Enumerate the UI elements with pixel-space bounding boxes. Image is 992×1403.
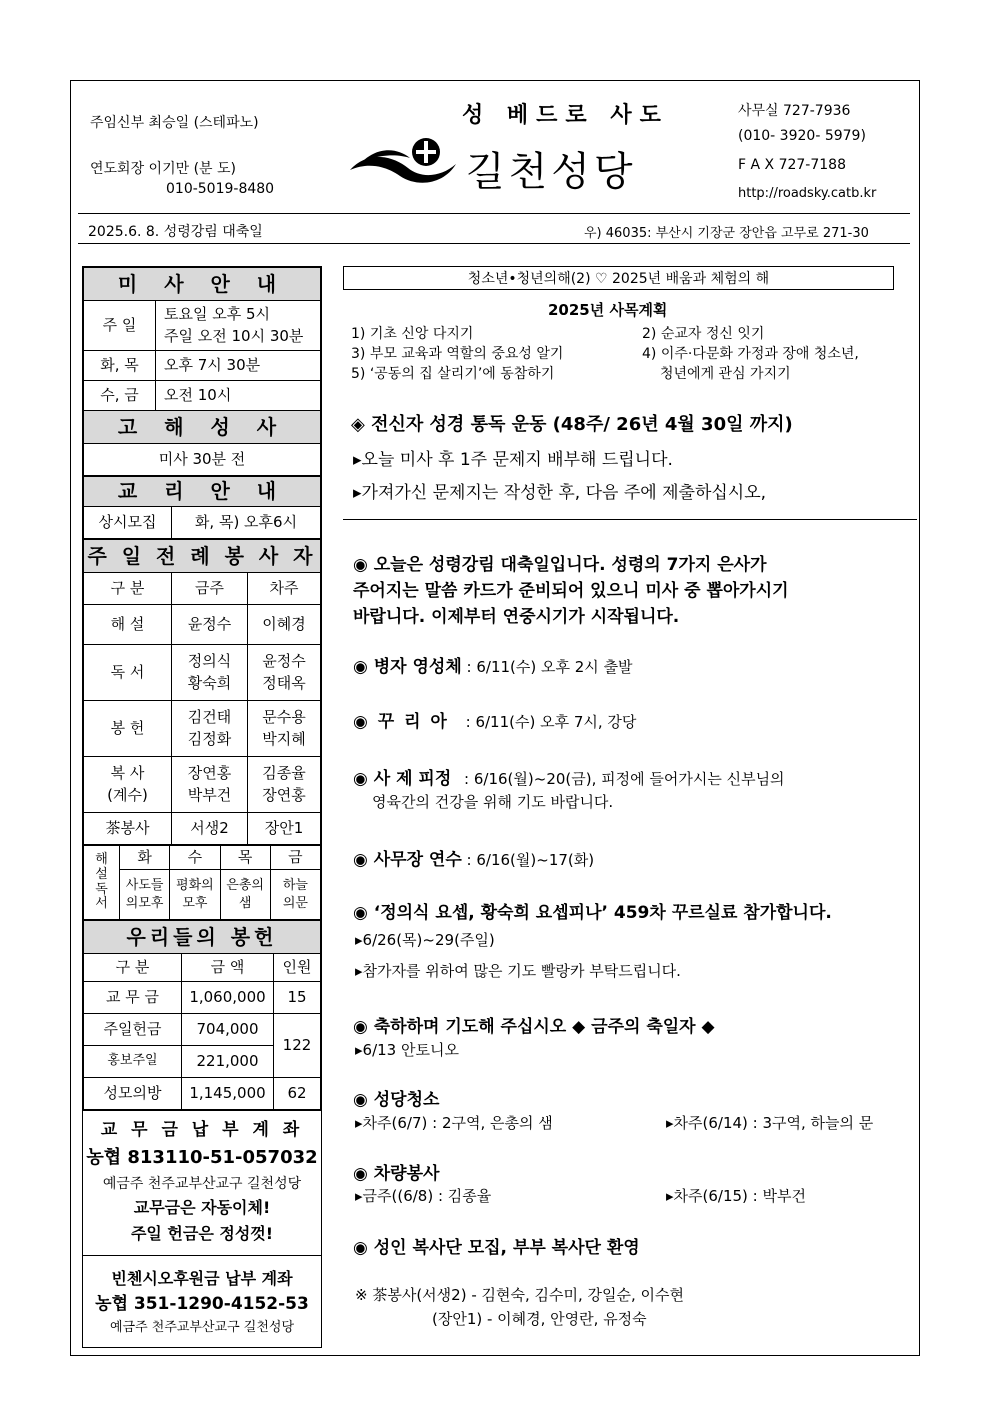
divider bbox=[78, 213, 910, 214]
server-this-week: 정의식 황숙희 bbox=[172, 645, 248, 701]
servers-title: 주 일 전 례 봉 사 자 bbox=[84, 540, 321, 573]
office-phone: 사무실 727-7936 bbox=[738, 103, 851, 119]
cursillo-line: ▸참가자를 위하여 많은 기도 빨랑카 부탁드립니다. bbox=[355, 962, 681, 980]
council-phone: 010-5019-8480 bbox=[166, 181, 275, 197]
offering-title: 우리들의 봉헌 bbox=[84, 921, 321, 954]
vincent-holder: 예금주 천주교부산교구 길천성당 bbox=[109, 1320, 295, 1336]
server-next-week: 윤정수 정태옥 bbox=[248, 645, 321, 701]
offering-amount: 1,060,000 bbox=[182, 982, 274, 1014]
server-this-week: 김건태 김정화 bbox=[172, 701, 248, 757]
server-role: 봉 헌 bbox=[84, 701, 172, 757]
car-service-line: ▸금주((6/8) : 김종율 bbox=[355, 1187, 492, 1205]
account-title: 교 무 금 납 부 계 좌 bbox=[100, 1120, 304, 1140]
bible-line: ▸오늘 미사 후 1주 문제지 배부해 드립니다. bbox=[353, 450, 673, 470]
tea-service-line: (장안1) - 이혜경, 안영란, 유정숙 bbox=[432, 1310, 647, 1328]
cleaning-title: ◉ 성당청소 bbox=[353, 1090, 440, 1110]
sick-text: : 6/11(수) 오후 2시 출발 bbox=[461, 658, 633, 676]
cleaning-line: ▸차주(6/14) : 3구역, 하늘의 문 bbox=[666, 1114, 874, 1132]
plan-item: 4) 이주·다문화 가정과 장애 청소년, bbox=[642, 346, 859, 362]
mobile-phone: (010- 3920- 5979) bbox=[738, 128, 866, 144]
reading-table bbox=[83, 845, 321, 920]
offering-label: 홍보주일 bbox=[84, 1046, 182, 1078]
server-this-week: 윤정수 bbox=[172, 605, 248, 645]
plan-item: 1) 기초 신앙 다지기 bbox=[351, 326, 474, 342]
offering-amount: 1,145,000 bbox=[182, 1078, 274, 1110]
plan-title: 2025년 사목계획 bbox=[548, 301, 668, 319]
pastor: 주임신부 최승일 (스테파노) bbox=[90, 115, 259, 131]
catechism-label: 상시모집 bbox=[84, 507, 172, 539]
reading-group: 평화의 모후 bbox=[170, 870, 220, 920]
server-role: 독 서 bbox=[84, 645, 172, 701]
cursillo-line: ▸6/26(목)~29(주일) bbox=[355, 931, 495, 949]
server-next-week: 이혜경 bbox=[248, 605, 321, 645]
offering-count: 122 bbox=[274, 1014, 321, 1078]
offering-amount: 704,000 bbox=[182, 1014, 274, 1046]
account-note: 주일 헌금은 정성껏! bbox=[130, 1223, 274, 1243]
retreat-text-2: 영육간의 건강을 위해 기도 바랍니다. bbox=[372, 793, 614, 811]
servers-header: 구 분 bbox=[84, 573, 172, 605]
website-link[interactable]: http://roadsky.catb.kr bbox=[738, 186, 877, 201]
pentecost-line: 주어지는 말씀 카드가 준비되어 있으니 미사 중 뽑아가시기 bbox=[353, 581, 789, 601]
bible-line: ▸가져가신 문제지는 작성한 후, 다음 주에 제출하십시오, bbox=[353, 483, 767, 503]
cursillo-title: ◉ ‘정의식 요셉, 황숙희 요셉피나’ 459차 꾸르실료 참가합니다. bbox=[353, 903, 832, 923]
server-this-week: 서생2 bbox=[172, 813, 248, 845]
offering-amount: 221,000 bbox=[182, 1046, 274, 1078]
server-role: 茶봉사 bbox=[84, 813, 172, 845]
cleaning-line: ▸차주(6/7) : 2구역, 은총의 샘 bbox=[355, 1114, 553, 1132]
plan-item: 2) 순교자 정신 잇기 bbox=[642, 326, 765, 342]
confession-time: 미사 30분 전 bbox=[84, 444, 321, 476]
reading-label: 해설독서 bbox=[84, 846, 120, 920]
feast-line: ▸6/13 안토니오 bbox=[355, 1041, 459, 1059]
tea-service-line: ※ 茶봉사(서생2) - 김현숙, 김수미, 강일순, 이수현 bbox=[355, 1286, 684, 1304]
reading-day: 화 bbox=[120, 846, 170, 870]
secretary-training bbox=[353, 845, 594, 870]
offering-label: 교 무 금 bbox=[84, 982, 182, 1014]
server-next-week: 장안1 bbox=[248, 813, 321, 845]
catechism-title: 교 리 안 내 bbox=[84, 477, 321, 507]
offering-header: 금 액 bbox=[182, 954, 274, 982]
training-title: ◉ 사무장 연수 bbox=[353, 850, 462, 870]
reading-group: 하늘 의문 bbox=[270, 870, 320, 920]
catechism-table bbox=[83, 476, 321, 539]
bulletin-date: 2025.6. 8. 성령강림 대축일 bbox=[88, 224, 263, 240]
altar-server-title: ◉ 성인 복사단 모집, 부부 복사단 환영 bbox=[353, 1238, 640, 1258]
offering-count: 62 bbox=[274, 1078, 321, 1110]
vincent-number: 농협 351-1290-4152-53 bbox=[95, 1294, 309, 1315]
parish-subtitle: 성 베드로 사도 bbox=[462, 103, 669, 128]
servers-header: 금주 bbox=[172, 573, 248, 605]
retreat-title: ◉ 사 제 피정 bbox=[353, 769, 452, 789]
account-box bbox=[83, 1110, 321, 1255]
mass-time: 오후 7시 30분 bbox=[156, 351, 321, 381]
server-role: 복 사 (계수) bbox=[84, 757, 172, 813]
mass-day: 주 일 bbox=[84, 301, 156, 351]
mass-time: 오전 10시 bbox=[156, 381, 321, 411]
mass-day: 화, 목 bbox=[84, 351, 156, 381]
council-head: 연도회장 이기만 (분 도) bbox=[90, 161, 236, 177]
parish-logo-icon bbox=[348, 132, 460, 192]
mass-table bbox=[83, 267, 321, 476]
reading-day: 금 bbox=[270, 846, 320, 870]
feast-title: ◉ 축하하며 기도해 주십시오 ◆ 금주의 축일자 ◆ bbox=[353, 1017, 715, 1037]
year-banner: 청소년•청년의해(2) ♡ 2025년 배움과 체험의 해 bbox=[343, 266, 894, 290]
sick-communion bbox=[353, 652, 633, 677]
curia bbox=[353, 707, 636, 732]
curia-title: ◉ 꾸 리 아 bbox=[353, 712, 449, 732]
address: 우) 46035: 부산시 기장군 장안읍 고무로 271-30 bbox=[584, 226, 869, 241]
mass-day: 수, 금 bbox=[84, 381, 156, 411]
account-holder: 예금주 천주교부산교구 길천성당 bbox=[102, 1175, 302, 1192]
server-next-week: 문수용 박지혜 bbox=[248, 701, 321, 757]
sick-title: ◉ 병자 영성체 bbox=[353, 657, 462, 677]
reading-day: 목 bbox=[220, 846, 270, 870]
curia-text: : 6/11(수) 오후 7시, 강당 bbox=[460, 713, 637, 731]
vincent-title: 빈첸시오후원금 납부 계좌 bbox=[111, 1268, 293, 1288]
pentecost-line: ◉ 오늘은 성령강림 대축일입니다. 성령의 7가지 은사가 bbox=[353, 555, 767, 575]
servers-table bbox=[83, 539, 321, 845]
plan-item: 5) ‘공동의 집 살리기’에 동참하기 bbox=[351, 366, 555, 382]
mass-time: 주일 오전 10시 30분 bbox=[164, 326, 304, 345]
priest-retreat bbox=[353, 764, 785, 789]
server-this-week: 장연홍 박부건 bbox=[172, 757, 248, 813]
account-note: 교무금은 자동이체! bbox=[133, 1198, 271, 1218]
pentecost-line: 바랍니다. 이제부터 연중시기가 시작됩니다. bbox=[353, 607, 680, 627]
retreat-text: : 6/16(월)~20(금), 피정에 들어가시는 신부님의 bbox=[459, 770, 785, 788]
mass-title: 미 사 안 내 bbox=[84, 268, 321, 301]
divider bbox=[343, 519, 917, 520]
parish-name: 길천성당 bbox=[466, 149, 637, 195]
reading-group: 사도들 의모후 bbox=[120, 870, 170, 920]
plan-item: 3) 부모 교육과 역할의 중요성 알기 bbox=[351, 346, 564, 362]
offering-header: 구 분 bbox=[84, 954, 182, 982]
server-next-week: 김종율 장연홍 bbox=[248, 757, 321, 813]
confession-title: 고 해 성 사 bbox=[84, 411, 321, 444]
plan-item: 청년에게 관심 가지기 bbox=[660, 366, 791, 382]
offering-label: 주일헌금 bbox=[84, 1014, 182, 1046]
server-role: 해 설 bbox=[84, 605, 172, 645]
divider bbox=[78, 243, 910, 244]
offering-label: 성모의방 bbox=[84, 1078, 182, 1110]
fax: F A X 727-7188 bbox=[738, 157, 846, 173]
car-service-title: ◉ 차량봉사 bbox=[353, 1164, 440, 1184]
servers-header: 차주 bbox=[248, 573, 321, 605]
catechism-value: 화, 목) 오후6시 bbox=[172, 507, 321, 539]
car-service-line: ▸차주(6/15) : 박부건 bbox=[666, 1187, 806, 1205]
mass-time: 토요일 오후 5시 bbox=[164, 304, 271, 323]
offering-header: 인원 bbox=[274, 954, 321, 982]
offering-count: 15 bbox=[274, 982, 321, 1014]
bible-title: ◈ 전신자 성경 통독 운동 (48주/ 26년 4월 30일 까지) bbox=[351, 414, 793, 435]
account-number: 농협 813110-51-057032 bbox=[86, 1147, 318, 1169]
reading-day: 수 bbox=[170, 846, 220, 870]
reading-group: 은총의 샘 bbox=[220, 870, 270, 920]
left-info-panel bbox=[82, 266, 322, 1348]
training-text: : 6/16(월)~17(화) bbox=[461, 851, 595, 869]
offering-table bbox=[83, 920, 321, 1110]
vincent-account-box bbox=[83, 1255, 321, 1348]
